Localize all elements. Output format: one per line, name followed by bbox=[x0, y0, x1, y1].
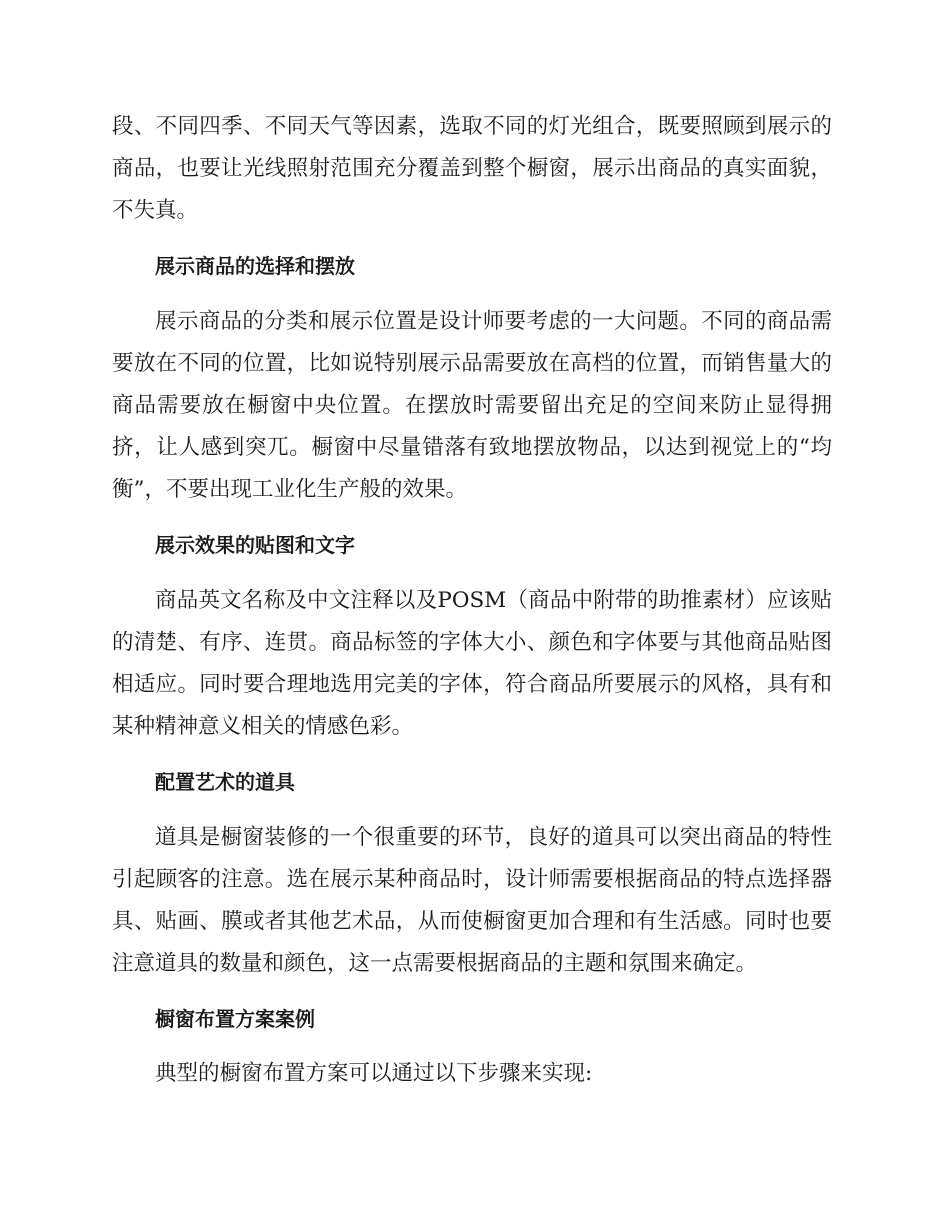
section-heading-window-case: 橱窗布置方案案例 bbox=[155, 1007, 315, 1031]
section-heading-stickers-text: 展示效果的贴图和文字 bbox=[155, 533, 355, 557]
section-body-stickers-text: 商品英文名称及中文注释以及POSM（商品中附带的助推素材）应该贴的清楚、有序、连贯。商品标签的字体大小、颜色和字体要与其他商品贴图相适应。同时要合理地选用完美的字体，符合商品所要展示的风格，具有和某种精神意义相关的情感色彩。 bbox=[112, 588, 832, 739]
section-heading-product-selection: 展示商品的选择和摆放 bbox=[155, 254, 355, 278]
section-body-window-case: 典型的橱窗布置方案可以通过以下步骤来实现: bbox=[155, 1061, 593, 1086]
intro-paragraph: 段、不同四季、不同天气等因素，选取不同的灯光组合，既要照顾到展示的商品，也要让光线照射范围充分覆盖到整个橱窗，展示出商品的真实面貌，不失真。 bbox=[112, 114, 832, 223]
section-heading-art-props: 配置艺术的道具 bbox=[155, 770, 295, 794]
section-body-product-selection: 展示商品的分类和展示位置是设计师要考虑的一大问题。不同的商品需要放在不同的位置，比如说特别展示品需要放在高档的位置，而销售量大的商品需要放在橱窗中央位置。在摆放时需要留出充足的空间来防止显得拥挤，让人感到突兀。橱窗中尽量错落有致地摆放物品，以达到视觉上的“均衡”，不要出现工业化生产般的效果。 bbox=[112, 309, 832, 502]
section-body-art-props: 道具是橱窗装修的一个很重要的环节，良好的道具可以突出商品的特性引起顾客的注意。选在展示某种商品时，设计师需要根据商品的特点选择器具、贴画、膜或者其他艺术品，从而使橱窗更加合理和有生活感。同时也要注意道具的数量和颜色，这一点需要根据商品的主题和氛围来确定。 bbox=[112, 825, 832, 976]
